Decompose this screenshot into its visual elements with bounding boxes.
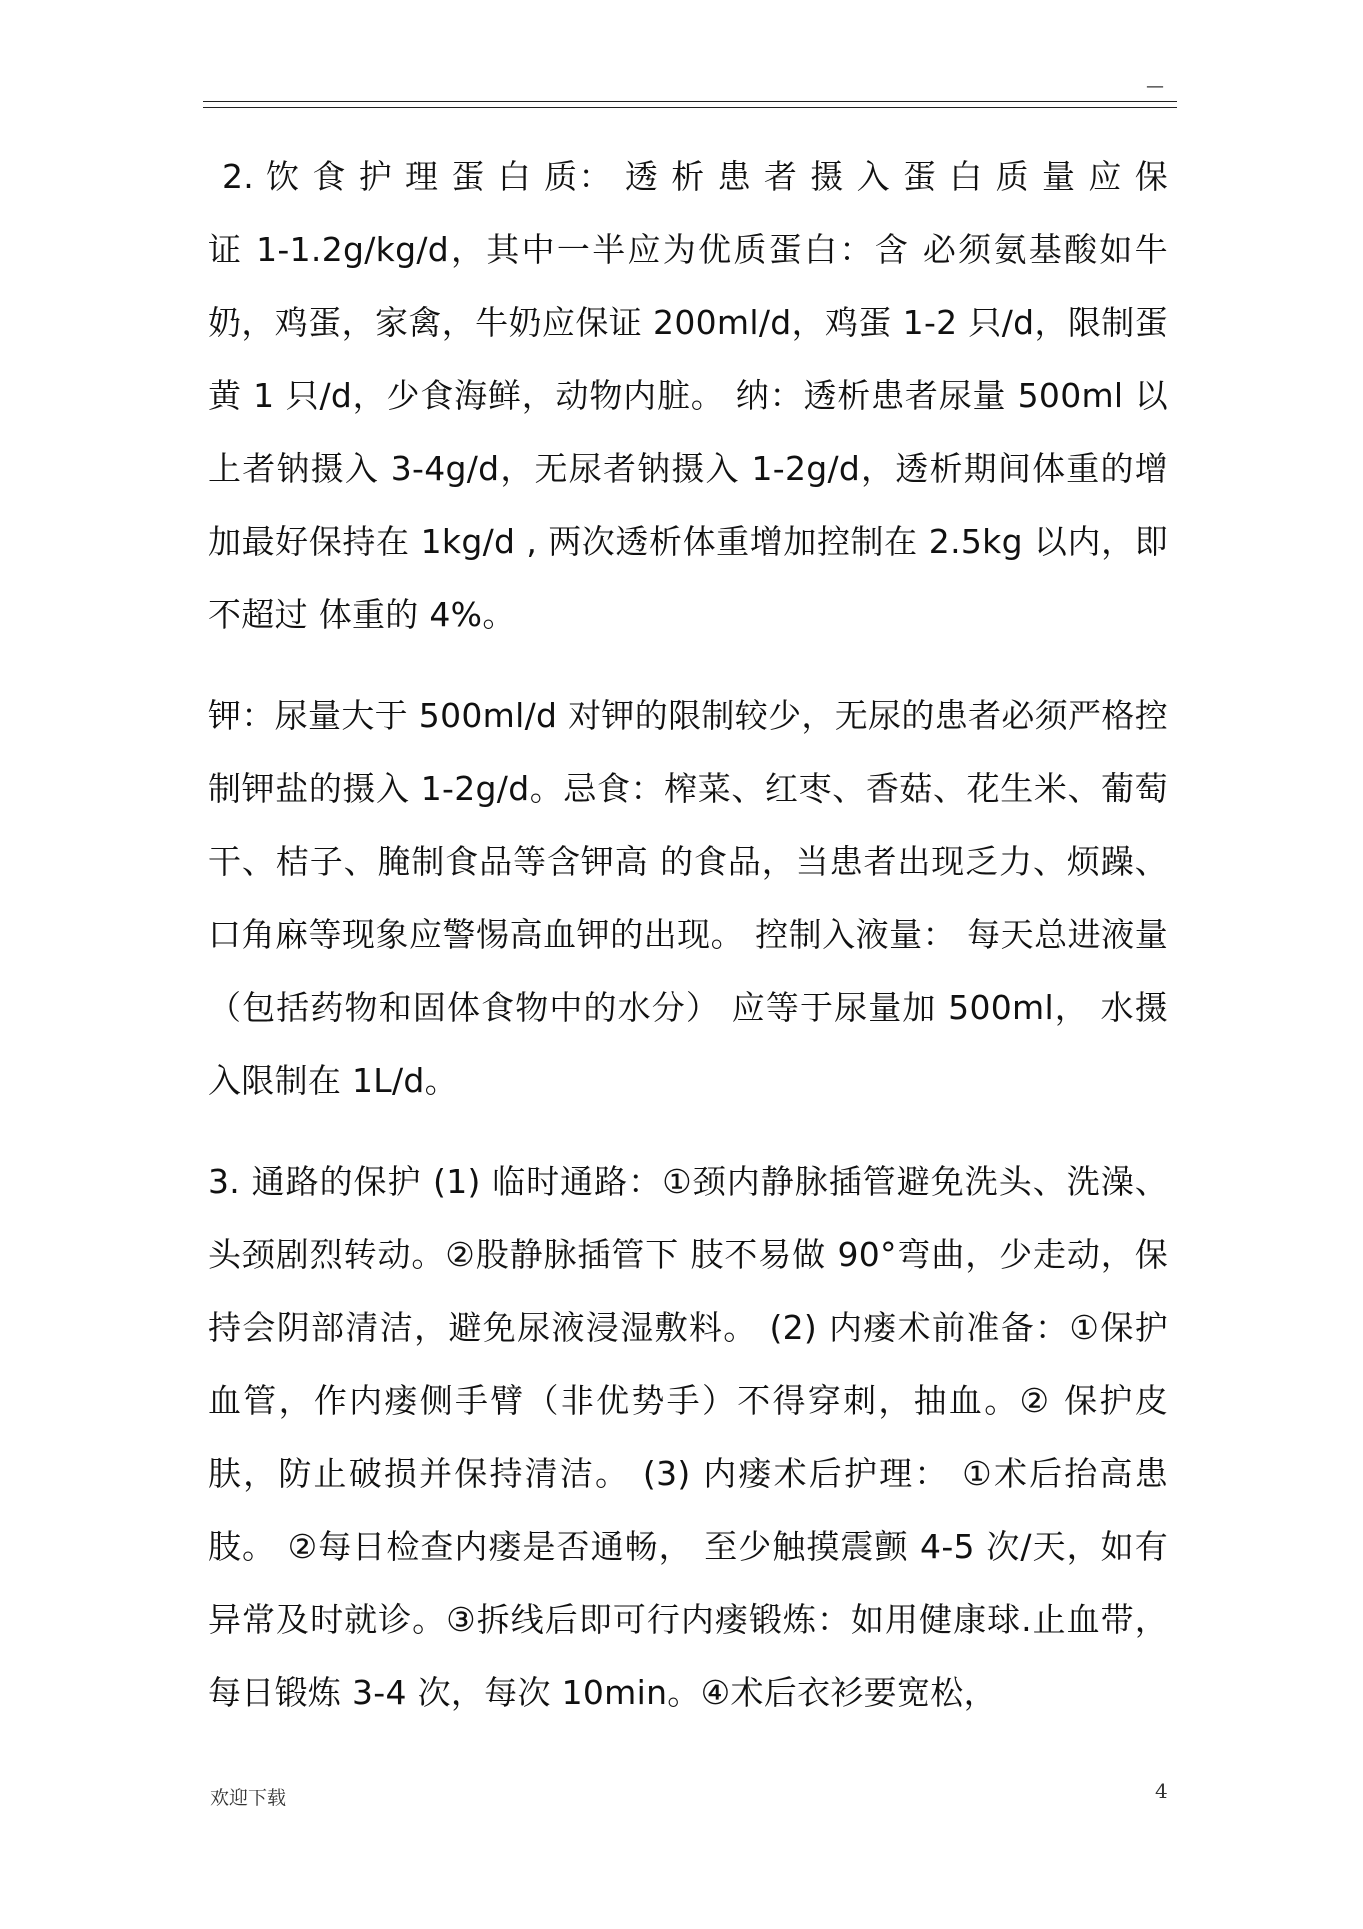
document-body xyxy=(208,140,1168,1729)
footer-text: 欢迎下载 xyxy=(210,1787,287,1809)
paragraph-diet-care: 2. 饮 食 护 理 蛋 白 质： 透 析 患 者 摄 入 蛋 白 质 量 应 保 证 1-1.2g/kg/d，其中一半应为优质蛋白：含 必须氨基酸如牛奶，鸡蛋，家禽，牛奶应保证 200ml/d，鸡蛋 1-2 只/d，限制蛋黄 1 只/d，少食海鲜，动物内脏。 纳：透析患者尿量 500ml 以上者钠摄入 3-4g/d，无尿者钠摄入 1-2g/d，透析期间体重的增加最好保持在 1kg/d , 两次透析体重增加控制在 2.5kg 以内，即不超过 体重的 4%。 xyxy=(208,157,1168,634)
page-number: 4 xyxy=(1155,1779,1168,1803)
header-mark: — xyxy=(1146,76,1164,97)
header-rule-top xyxy=(203,101,1177,102)
header-rule-bottom xyxy=(203,107,1177,108)
paragraph-potassium: 钾：尿量大于 500ml/d 对钾的限制较少，无尿的患者必须严格控制钾盐的摄入 1-2g/d。忌食：榨菜、红枣、香菇、花生米、葡萄干、桔子、腌制食品等含钾高 的食品，当患者出现乏力、烦躁、口角麻等现象应警惕高血钾的出现。 控制入液量： 每天总进液量 （包括药物和固体食物中的水分） 应等于尿量加 500ml， 水摄入限制在 1L/d。 xyxy=(208,696,1168,1100)
paragraph-access-protection: 3. 通路的保护 (1) 临时通路：①颈内静脉插管避免洗头、洗澡、头颈剧烈转动。②股静脉插管下 肢不易做 90°弯曲，少走动，保持会阴部清洁，避免尿液浸湿敷料。 (2) 内瘘术前准备：①保护血管，作内瘘侧手臂（非优势手）不得穿刺，抽血。② 保护皮肤，防止破损并保持清洁。 (3) 内瘘术后护理： ①术后抬高患肢。 ②每日检查内瘘是否通畅， 至少触摸震颤 4-5 次/天，如有异常及时就诊。③拆线后即可行内瘘锻炼：如用健康球.止血带， 每日锻炼 3-4 次，每次 10min。④术后衣衫要宽松， xyxy=(208,1162,1168,1712)
